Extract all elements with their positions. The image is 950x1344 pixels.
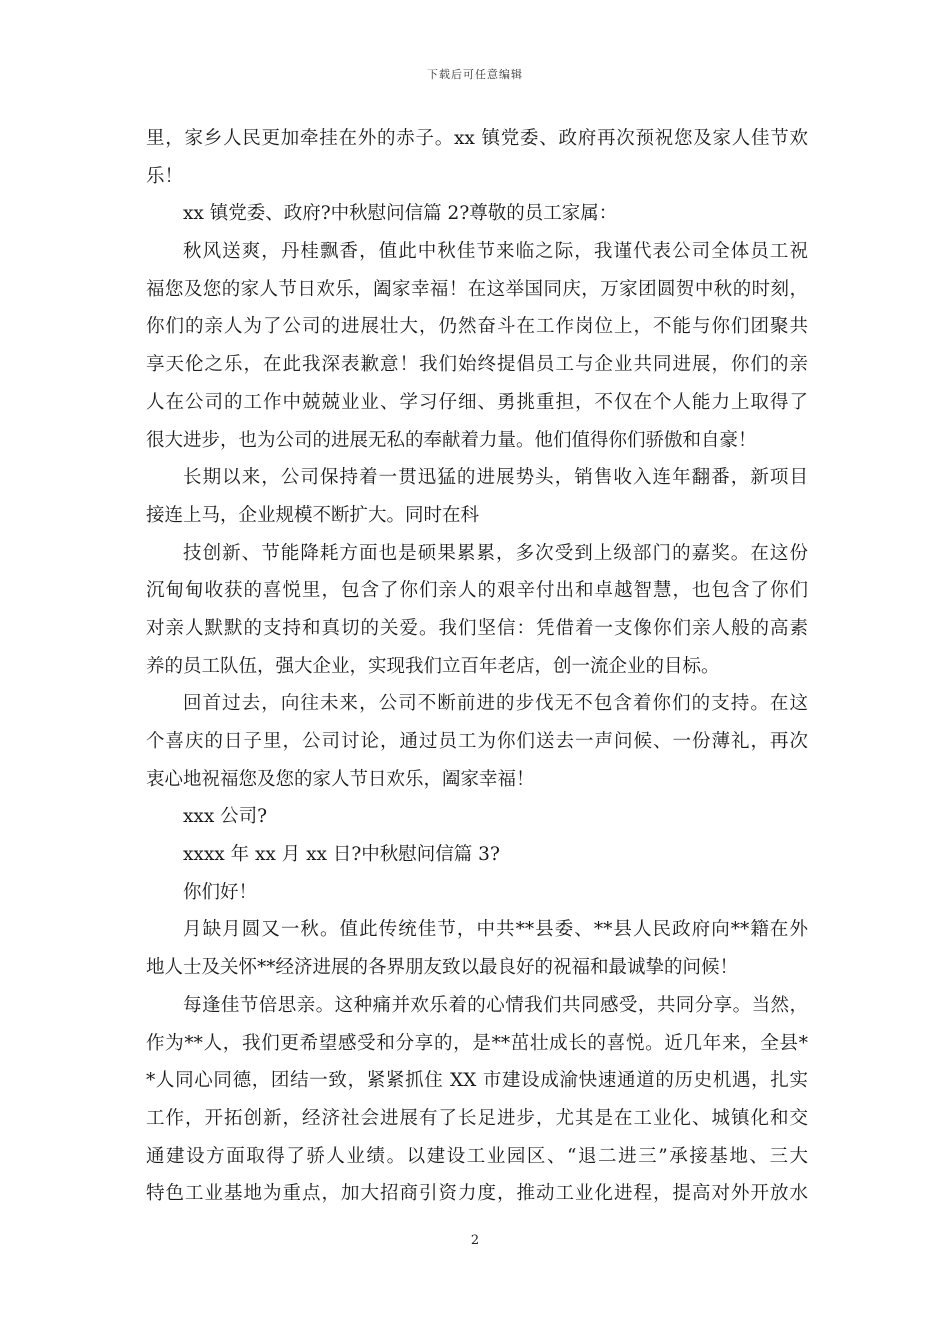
paragraph-line: 通建设方面取得了骄人业绩。以建设工业园区、“退二进三”承接基地、三大 <box>146 1145 808 1167</box>
paragraph-line: 地人士及关怀**经济进展的各界朋友致以最良好的祝福和最诚挚的问候！ <box>146 957 739 979</box>
signature-date: xxxx 年 xx 月 xx 日?中秋慰问信篇 3? <box>183 844 500 866</box>
paragraph-line: 接连上马，企业规模不断扩大。同时在科 <box>146 504 480 526</box>
paragraph-line: xx 镇党委、政府?中秋慰问信篇 2?尊敬的员工家属： <box>183 203 618 225</box>
paragraph-line: 工作，开拓创新，经济社会进展有了长足进步，尤其是在工业化、城镇化和交 <box>146 1107 808 1129</box>
paragraph-line: 回首过去，向往未来，公司不断前进的步伐无不包含着你们的支持。在这 <box>183 693 808 715</box>
page-number: 2 <box>470 1233 480 1248</box>
paragraph-line: 每逢佳节倍思亲。这种痛并欢乐着的心情我们共同感受，共同分享。当然， <box>183 994 808 1016</box>
paragraph-line: 作为**人，我们更希望感受和分享的，是**茁壮成长的喜悦。近几年来，全县* <box>146 1032 808 1054</box>
paragraph-line: 衷心地祝福您及您的家人节日欢乐，阖家幸福！ <box>146 768 535 790</box>
paragraph-line: *人同心同德，团结一致，紧紧抓住 XX 市建设成渝快速通道的历史机遇，扎实 <box>146 1070 808 1092</box>
page-header: 下载后可任意编辑 <box>427 68 523 81</box>
paragraph-line: 你们的亲人为了公司的进展壮大，仍然奋斗在工作岗位上，不能与你们团聚共 <box>146 316 808 338</box>
paragraph-line: 对亲人默默的支持和真切的关爱。我们坚信：凭借着一支像你们亲人般的高素 <box>146 617 808 639</box>
paragraph-line: 秋风送爽，丹桂飘香，值此中秋佳节来临之际，我谨代表公司全体员工祝 <box>183 241 808 263</box>
paragraph-line: 里，家乡人民更加牵挂在外的赤子。xx 镇党委、政府再次预祝您及家人佳节欢 <box>146 128 808 149</box>
paragraph-line: 很大进步，也为公司的进展无私的奉献着力量。他们值得你们骄傲和自豪！ <box>146 429 757 451</box>
paragraph-line: 特色工业基地为重点，加大招商引资力度，推动工业化进程，提高对外开放水 <box>146 1183 808 1205</box>
paragraph-line: 沉甸甸收获的喜悦里，包含了你们亲人的艰辛付出和卓越智慧，也包含了你们 <box>146 580 808 602</box>
paragraph-line: 享天伦之乐，在此我深表歉意！我们始终提倡员工与企业共同进展，你们的亲 <box>146 354 808 376</box>
paragraph-line: 长期以来，公司保持着一贯迅猛的进展势头，销售收入连年翻番，新项目 <box>183 467 808 489</box>
paragraph-line: 人在公司的工作中兢兢业业、学习仔细、勇挑重担，不仅在个人能力上取得了 <box>146 391 808 413</box>
paragraph-line: 个喜庆的日子里，公司讨论，通过员工为你们送去一声问候、一份薄礼，再次 <box>146 731 808 752</box>
paragraph-line: 月缺月圆又一秋。值此传统佳节，中共**县委、**县人民政府向**籍在外 <box>183 919 808 941</box>
paragraph-line: 技创新、节能降耗方面也是硕果累累，多次受到上级部门的嘉奖。在这份 <box>183 542 808 564</box>
greeting: 你们好！ <box>183 881 258 903</box>
signature-company: xxx 公司? <box>183 806 268 828</box>
paragraph-line: 福您及您的家人节日欢乐，阖家幸福！在这举国同庆，万家团圆贺中秋的时刻， <box>146 278 808 300</box>
document-body <box>146 120 808 1213</box>
paragraph-line: 乐！ <box>146 165 184 187</box>
paragraph-line: 养的员工队伍，强大企业，实现我们立百年老店，创一流企业的目标。 <box>146 655 720 677</box>
